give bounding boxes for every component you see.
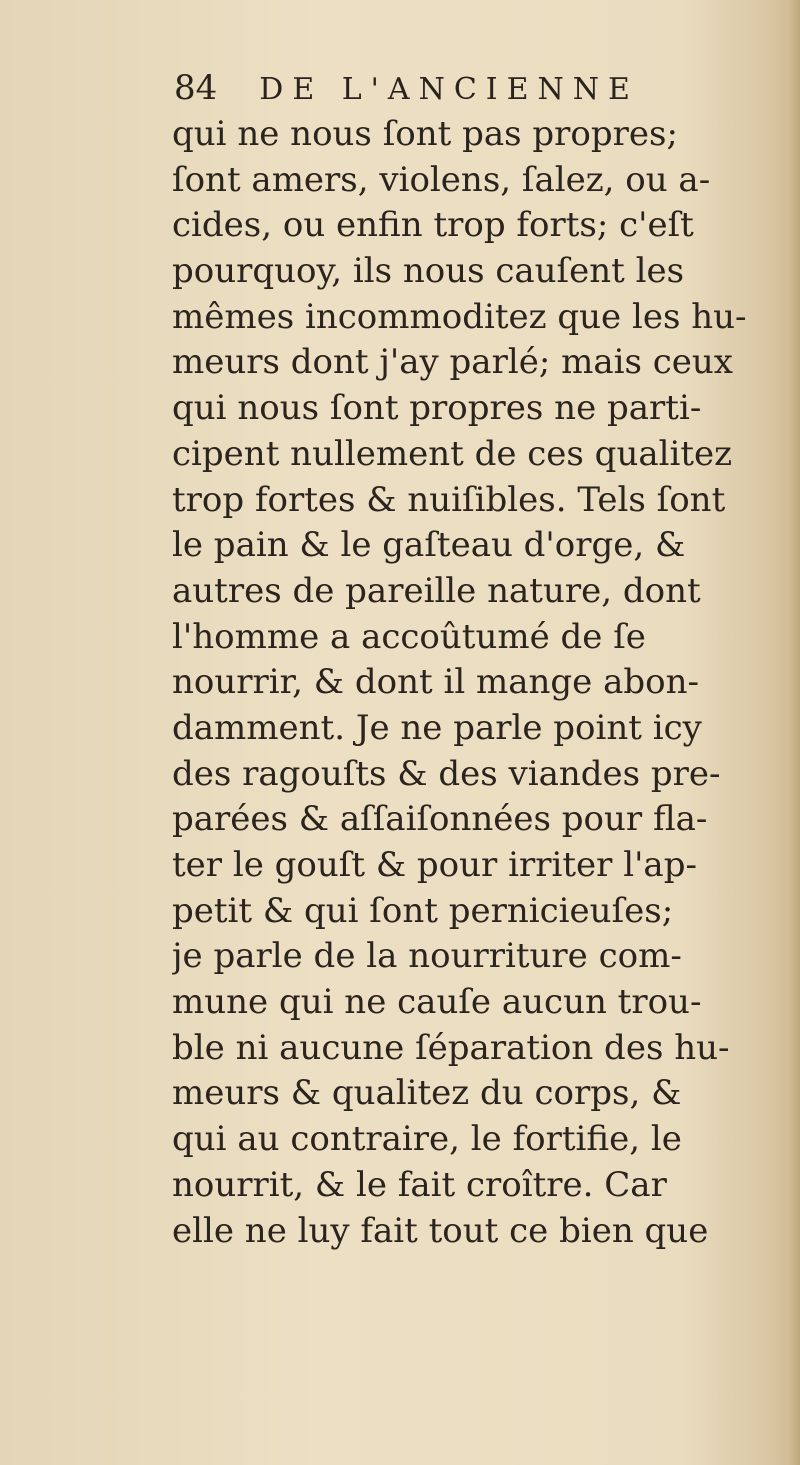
text-line: ble ni aucune ſéparation des hu- bbox=[172, 1027, 730, 1068]
text-line: ſont amers, violens, ſalez, ou a- bbox=[172, 159, 711, 200]
text-line: mune qui ne cauſe aucun trou- bbox=[172, 982, 702, 1023]
text-line: petit & qui ſont pernicieuſes; bbox=[172, 890, 674, 931]
running-head bbox=[174, 68, 774, 108]
page-edge bbox=[786, 0, 800, 1465]
text-line: pourquoy, ils nous cauſent les bbox=[172, 251, 685, 292]
text-line: le pain & le gaſteau d'orge, & bbox=[172, 525, 686, 566]
text-line: damment. Je ne parle point icy bbox=[172, 707, 702, 748]
text-line: cides, ou enfin trop forts; c'eſt bbox=[172, 205, 694, 246]
running-title: DE L'ANCIENNE bbox=[259, 72, 639, 107]
text-line: l'homme a accoûtumé de ſe bbox=[172, 616, 646, 657]
text-line: meurs & qualitez du corps, & bbox=[172, 1073, 682, 1114]
text-line: ter le gouſt & pour irriter l'ap- bbox=[172, 845, 697, 885]
text-line: qui nous ſont propres ne parti- bbox=[172, 388, 702, 429]
text-line: je parle de la nourriture com- bbox=[172, 936, 682, 977]
page-number: 84 bbox=[174, 68, 218, 108]
text-line: qui ne nous ſont pas propres; bbox=[172, 114, 678, 154]
text-line: des ragouſts & des viandes pre- bbox=[172, 753, 721, 794]
body-text bbox=[172, 112, 772, 1254]
text-line: nourrir, & dont il mange abon- bbox=[172, 662, 699, 703]
text-line: trop fortes & nuiſibles. Tels ſont bbox=[172, 479, 726, 520]
text-line: elle ne luy fait tout ce bien que bbox=[172, 1210, 709, 1251]
text-line: meurs dont j'ay parlé; mais ceux bbox=[172, 342, 733, 383]
text-line: qui au contraire, le fortifie, le bbox=[172, 1119, 682, 1160]
text-line: parées & aſſaiſonnées pour fla- bbox=[172, 799, 708, 840]
text-line: cipent nullement de ces qualitez bbox=[172, 433, 733, 474]
text-line: mêmes incommoditez que les hu- bbox=[172, 296, 747, 337]
text-line: nourrit, & le fait croître. Car bbox=[172, 1164, 667, 1205]
text-line: autres de pareille nature, dont bbox=[172, 570, 701, 611]
